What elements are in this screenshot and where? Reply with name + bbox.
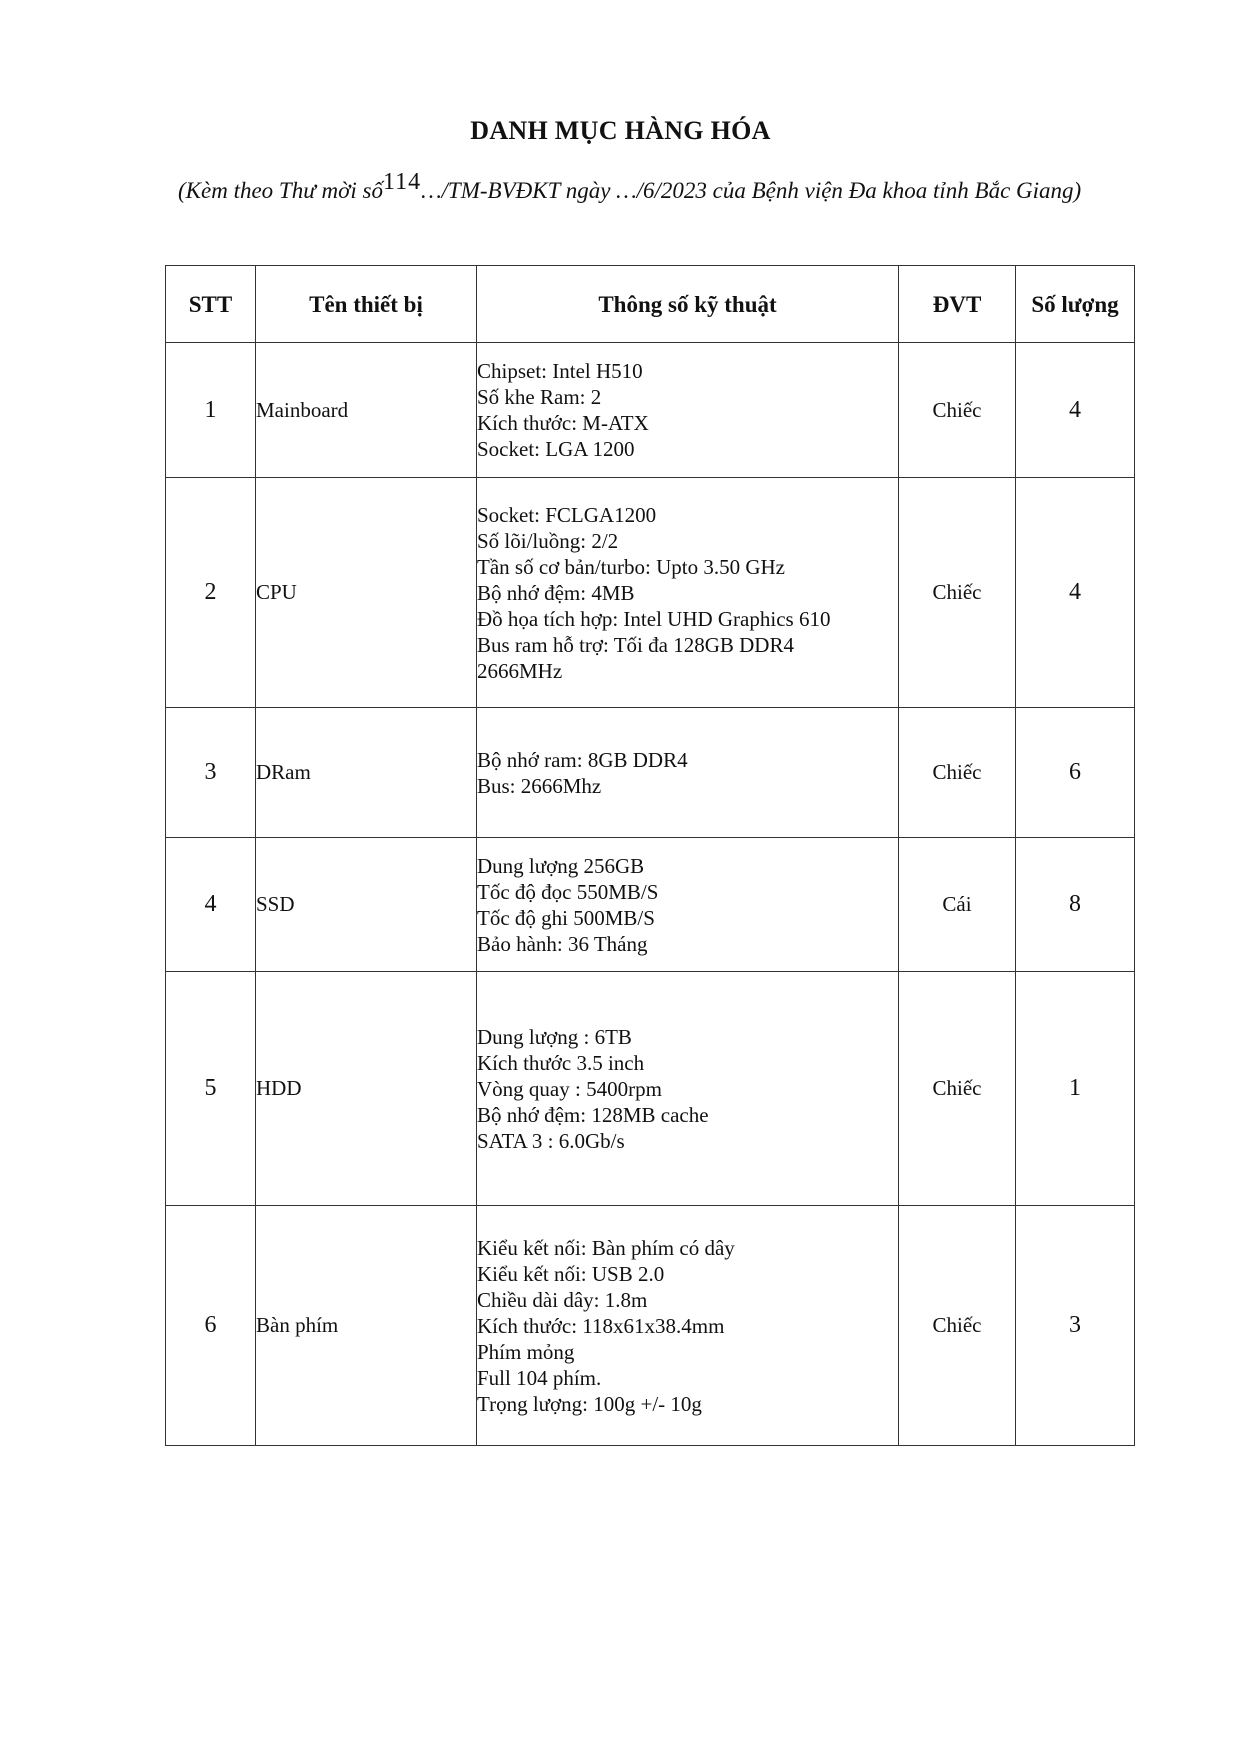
row-device-name: DRam [256, 708, 477, 838]
spec-line: Socket: LGA 1200 [477, 437, 635, 461]
spec-line: Tốc độ ghi 500MB/S [477, 905, 655, 930]
table-row [166, 1206, 1135, 1446]
row-qty: 4 [1016, 343, 1135, 478]
spec-line: Tần số cơ bản/turbo: Upto 3.50 GHz [477, 554, 785, 579]
header-qty: Số lượng [1016, 266, 1135, 343]
row-stt: 5 [166, 972, 256, 1206]
table-row [166, 708, 1135, 838]
row-qty: 8 [1016, 838, 1135, 972]
row-specs [477, 838, 899, 972]
row-specs [477, 478, 899, 708]
spec-line: Kiểu kết nối: Bàn phím có dây [477, 1235, 735, 1260]
header-name: Tên thiết bị [256, 266, 477, 343]
spec-line: Số khe Ram: 2 [477, 385, 602, 409]
spec-line: Trọng lượng: 100g +/- 10g [477, 1391, 702, 1416]
spec-line: Full 104 phím. [477, 1365, 602, 1390]
spec-line: Bus: 2666Mhz [477, 773, 602, 798]
spec-line: Bộ nhớ đệm: 4MB [477, 580, 635, 605]
spec-line: Kích thước: 118x61x38.4mm [477, 1313, 725, 1338]
goods-table [165, 265, 1135, 1446]
row-device-name: Bàn phím [256, 1206, 477, 1446]
spec-line: Chipset: Intel H510 [477, 359, 643, 383]
document-title: DANH MỤC HÀNG HÓA [470, 116, 771, 145]
row-stt: 4 [166, 838, 256, 972]
row-unit: Chiếc [899, 478, 1016, 708]
row-qty: 3 [1016, 1206, 1135, 1446]
header-spec: Thông số kỹ thuật [477, 266, 899, 343]
row-specs [477, 343, 899, 478]
spec-line: Kích thước: M-ATX [477, 411, 649, 435]
row-device-name: SSD [256, 838, 477, 972]
spec-line: Tốc độ đọc 550MB/S [477, 879, 659, 904]
row-qty: 6 [1016, 708, 1135, 838]
spec-line: Phím mỏng [477, 1339, 575, 1364]
spec-line: Kích thước 3.5 inch [477, 1050, 645, 1075]
subtitle-suffix: …/TM-BVĐKT ngày …/6/2023 của Bệnh viện Đa khoa tỉnh Bắc Giang) [421, 178, 1082, 203]
table-row [166, 343, 1135, 478]
row-stt: 3 [166, 708, 256, 838]
table-header-row [166, 266, 1135, 343]
row-stt: 1 [166, 343, 256, 478]
spec-line: Dung lượng 256GB [477, 853, 645, 878]
row-specs [477, 1206, 899, 1446]
row-unit: Chiếc [899, 708, 1016, 838]
row-unit: Cái [899, 838, 1016, 972]
spec-line: Số lõi/luồng: 2/2 [477, 528, 619, 553]
table-row [166, 972, 1135, 1206]
spec-line: Bảo hành: 36 Tháng [477, 931, 648, 956]
spec-line: Bộ nhớ đệm: 128MB cache [477, 1102, 709, 1127]
spec-line: Bus ram hỗ trợ: Tối đa 128GB DDR4 [477, 632, 794, 657]
row-unit: Chiếc [899, 1206, 1016, 1446]
spec-line: Dung lượng : 6TB [477, 1024, 632, 1049]
spec-line: Bộ nhớ ram: 8GB DDR4 [477, 747, 688, 772]
document-subtitle [178, 169, 1122, 209]
table-row [166, 478, 1135, 708]
row-specs [477, 708, 899, 838]
row-stt: 2 [166, 478, 256, 708]
row-stt: 6 [166, 1206, 256, 1446]
spec-line: 2666MHz [477, 658, 563, 683]
row-unit: Chiếc [899, 343, 1016, 478]
spec-line: Kiểu kết nối: USB 2.0 [477, 1261, 665, 1286]
spec-line: Socket: FCLGA1200 [477, 502, 657, 527]
row-qty: 1 [1016, 972, 1135, 1206]
row-device-name: CPU [256, 478, 477, 708]
subtitle-prefix: (Kèm theo Thư mời số [178, 178, 383, 203]
spec-line: Đồ họa tích hợp: Intel UHD Graphics 610 [477, 606, 831, 631]
row-device-name: Mainboard [256, 343, 477, 478]
row-unit: Chiếc [899, 972, 1016, 1206]
table-row [166, 838, 1135, 972]
letter-number: 114 [382, 169, 422, 195]
spec-line: Chiều dài dây: 1.8m [477, 1287, 648, 1312]
spec-line: Vòng quay : 5400rpm [477, 1076, 662, 1101]
row-specs [477, 972, 899, 1206]
row-device-name: HDD [256, 972, 477, 1206]
row-qty: 4 [1016, 478, 1135, 708]
spec-line: SATA 3 : 6.0Gb/s [477, 1128, 625, 1153]
header-stt: STT [166, 266, 256, 343]
header-unit: ĐVT [899, 266, 1016, 343]
